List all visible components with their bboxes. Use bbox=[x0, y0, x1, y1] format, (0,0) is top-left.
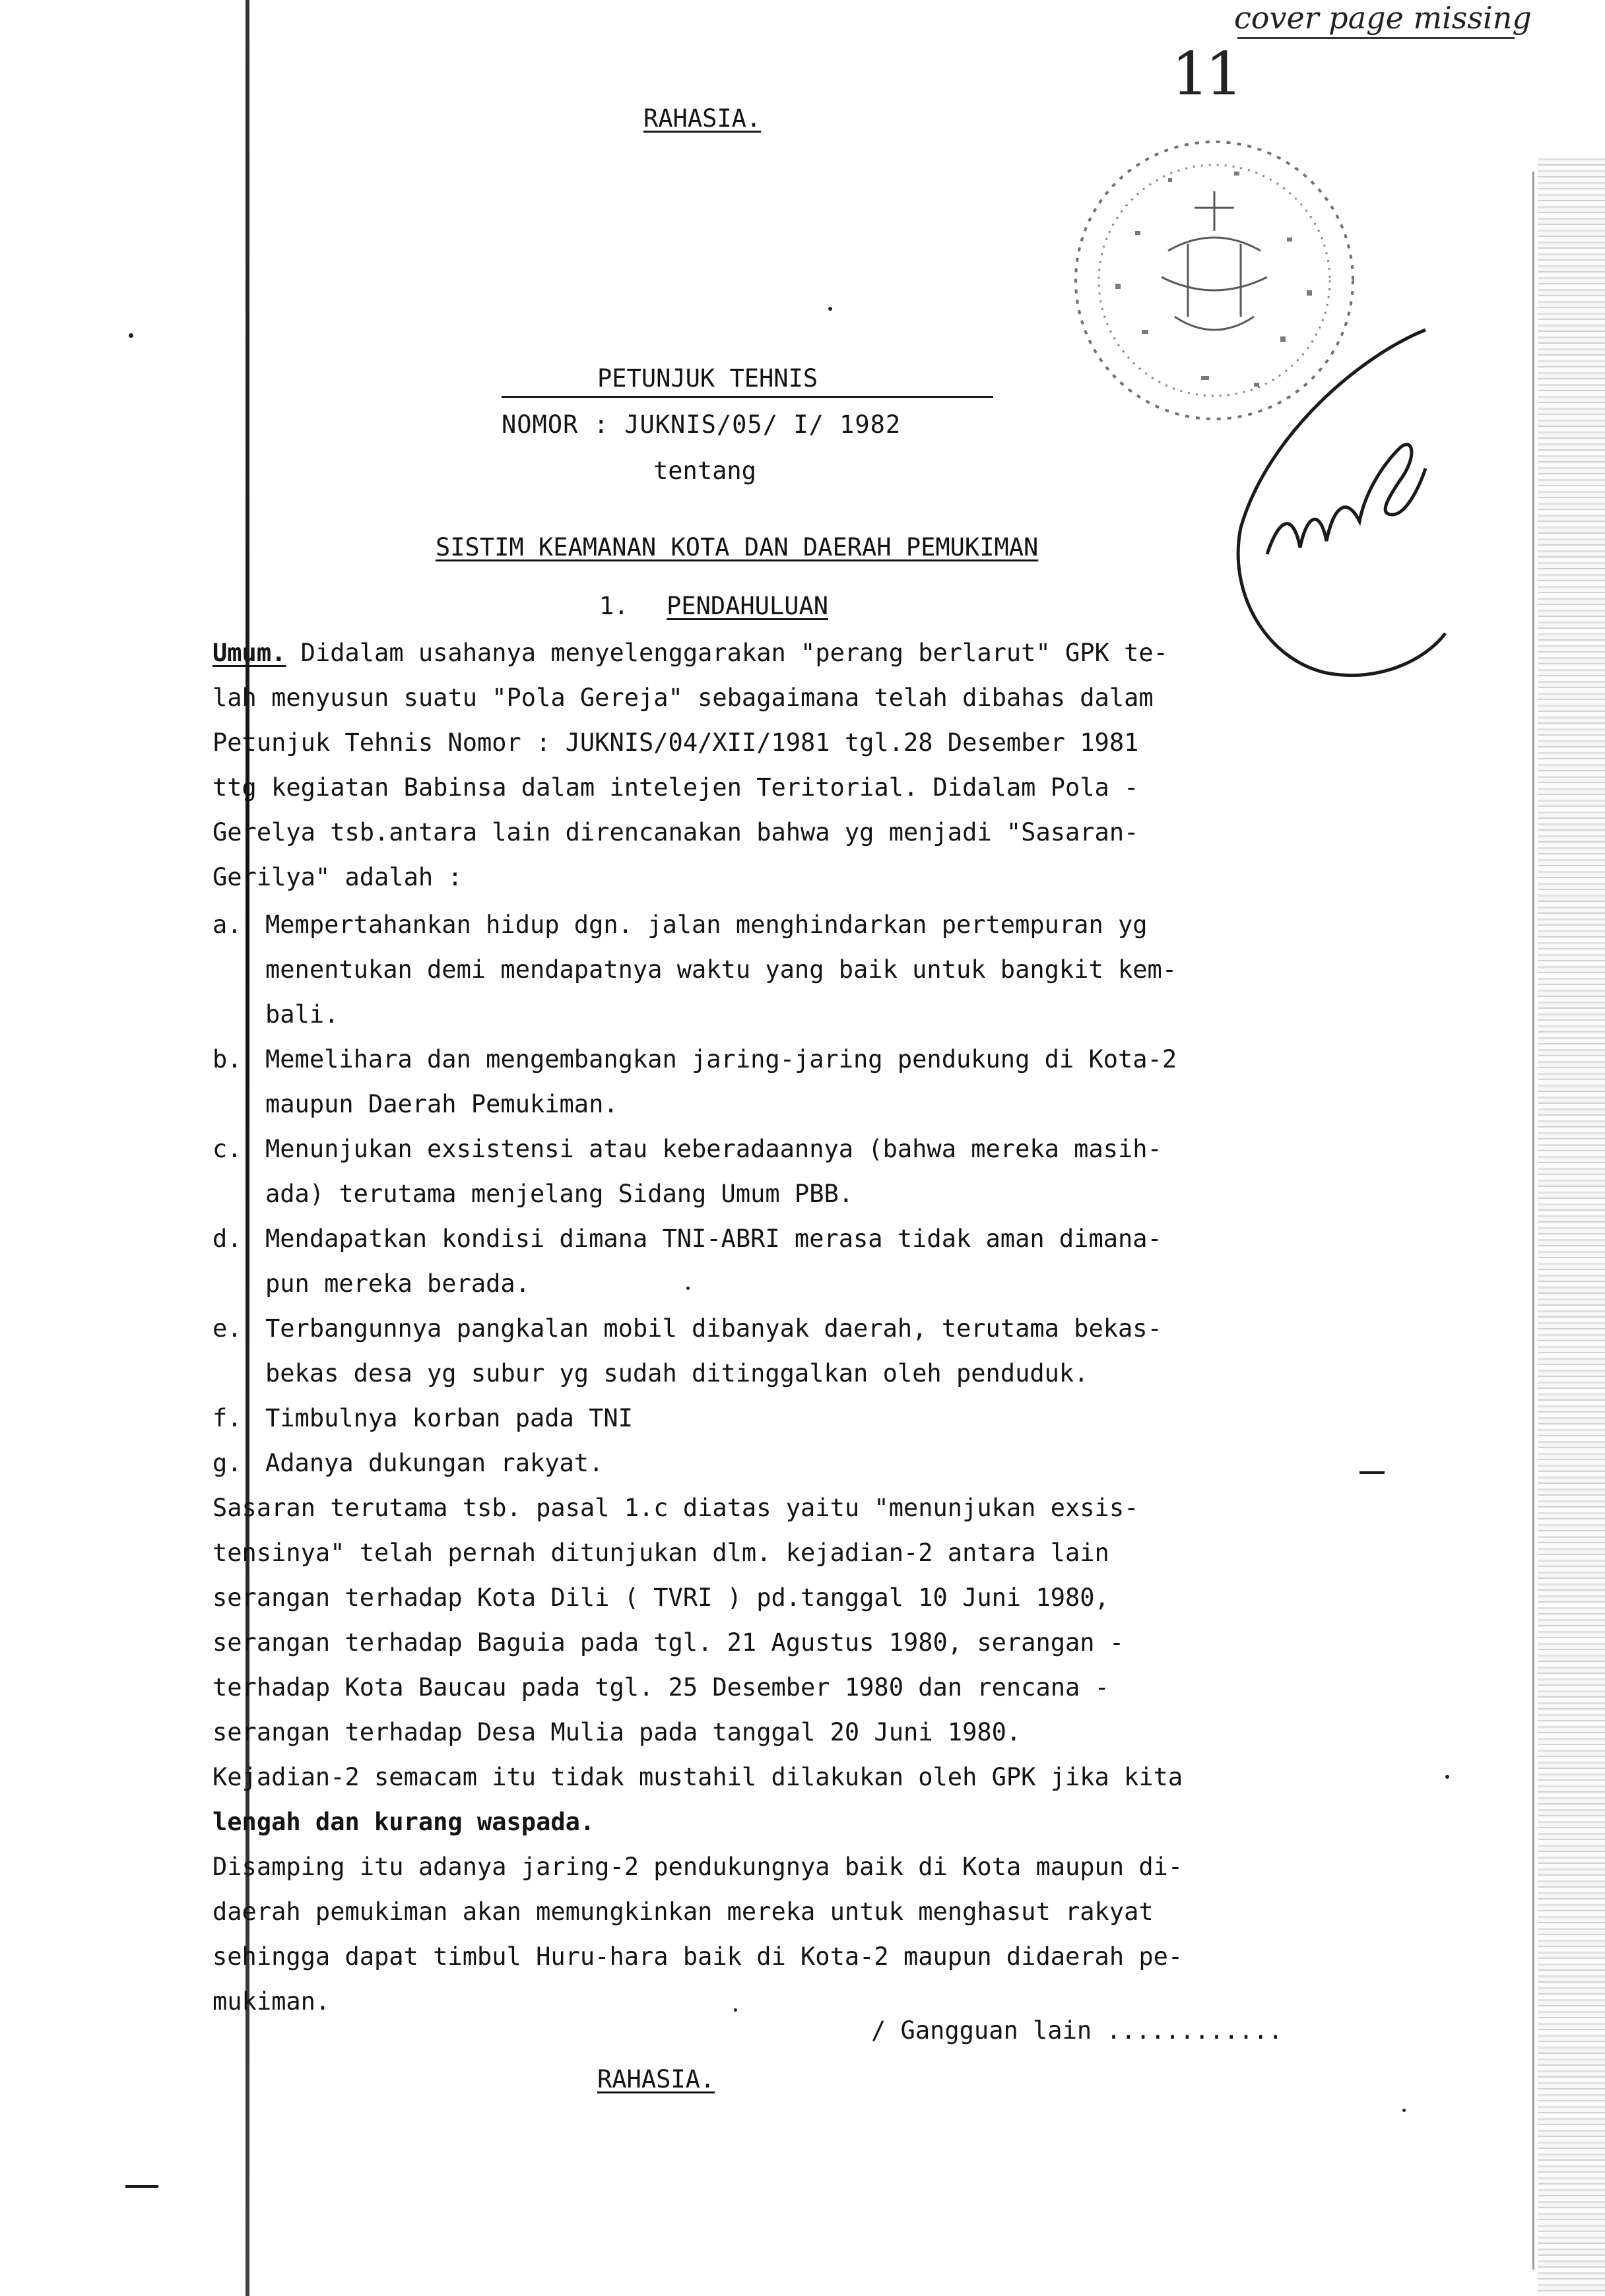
body-line: Kejadian-2 semacam itu tidak mustahil dilakukan oleh GPK jika kita bbox=[213, 1763, 1183, 1791]
intro-line-6: Gerilya" adalah : bbox=[213, 863, 463, 891]
scan-speck bbox=[686, 1287, 690, 1290]
body-line: serangan terhadap Kota Dili ( TVRI ) pd.tanggal 10 Juni 1980, bbox=[213, 1583, 1109, 1612]
handwritten-underline bbox=[1237, 37, 1515, 39]
document-subject: SISTIM KEAMANAN KOTA DAN DAERAH PEMUKIMAN bbox=[436, 533, 1039, 561]
item-line: bali. bbox=[265, 1000, 339, 1029]
scan-speck bbox=[734, 2008, 737, 2012]
body-line: serangan terhadap Baguia pada tgl. 21 Agustus 1980, serangan - bbox=[213, 1628, 1125, 1657]
document-title: PETUNJUK TEHNIS bbox=[597, 364, 818, 393]
title-rule bbox=[502, 396, 993, 398]
item-marker: d. bbox=[213, 1225, 242, 1253]
intro-line-5: Gerelya tsb.antara lain direncanakan bahwa yg menjadi "Sasaran- bbox=[213, 818, 1139, 846]
intro-line-4: ttg kegiatan Babinsa dalam intelejen Teritorial. Didalam Pola - bbox=[213, 773, 1139, 802]
scan-speck bbox=[1402, 2109, 1406, 2112]
intro-line-2: lah menyusun suatu "Pola Gereja" sebagaimana telah dibahas dalam bbox=[213, 684, 1154, 712]
handwritten-page-number: 11 bbox=[1171, 40, 1239, 109]
item-line: ada) terutama menjelang Sidang Umum PBB. bbox=[265, 1180, 854, 1208]
item-marker: c. bbox=[213, 1135, 242, 1163]
item-line: pun mereka berada. bbox=[265, 1269, 530, 1298]
body-line: tensinya" telah pernah ditunjukan dlm. kejadian-2 antara lain bbox=[213, 1539, 1109, 1567]
body-line: daerah pemukiman akan memungkinkan mereka untuk menghasut rakyat bbox=[213, 1897, 1154, 1926]
continuation-note: / Gangguan lain ............ bbox=[871, 2016, 1283, 2045]
item-marker: e. bbox=[213, 1314, 242, 1343]
body-line: terhadap Kota Baucau pada tgl. 25 Desember 1980 dan rencana - bbox=[213, 1673, 1109, 1702]
item-line: bekas desa yg subur yg sudah ditinggalkan oleh penduduk. bbox=[265, 1359, 1089, 1387]
intro-lead: Umum. bbox=[213, 639, 286, 667]
item-line: Terbangunnya pangkalan mobil dibanyak daerah, terutama bekas- bbox=[265, 1314, 1162, 1343]
item-marker: b. bbox=[213, 1045, 242, 1073]
intro-text: Didalam usahanya menyelenggarakan "perang berlarut" GPK te- bbox=[286, 639, 1168, 667]
intro-line-1 bbox=[213, 639, 1168, 668]
scan-speck bbox=[828, 307, 832, 311]
handwritten-note: cover page missing bbox=[1234, 0, 1532, 36]
section-heading: PENDAHULUAN bbox=[667, 592, 829, 620]
item-line: Adanya dukungan rakyat. bbox=[265, 1449, 604, 1477]
scan-mark bbox=[125, 2185, 158, 2188]
scan-right-edge bbox=[1538, 158, 1605, 2296]
section-number: 1. bbox=[599, 592, 629, 620]
item-marker: f. bbox=[213, 1404, 242, 1432]
body-line: sehingga dapat timbul Huru-hara baik di Kota-2 maupun didaerah pe- bbox=[213, 1942, 1183, 1971]
about-label: tentang bbox=[653, 457, 756, 485]
item-line: Mendapatkan kondisi dimana TNI-ABRI merasa tidak aman dimana- bbox=[265, 1225, 1162, 1253]
item-line: Memelihara dan mengembangkan jaring-jaring pendukung di Kota-2 bbox=[265, 1045, 1177, 1073]
item-line: Timbulnya korban pada TNI bbox=[265, 1404, 633, 1432]
scan-speck bbox=[129, 333, 133, 338]
item-line: Mempertahankan hidup dgn. jalan menghindarkan pertempuran yg bbox=[265, 910, 1148, 939]
item-marker: g. bbox=[213, 1449, 242, 1477]
scan-speck bbox=[1445, 1775, 1449, 1779]
item-line: Menunjukan exsistensi atau keberadaannya (bahwa mereka masih- bbox=[265, 1135, 1162, 1163]
body-line: serangan terhadap Desa Mulia pada tanggal 20 Juni 1980. bbox=[213, 1718, 1022, 1746]
body-line: Disamping itu adanya jaring-2 pendukungnya baik di Kota maupun di- bbox=[213, 1853, 1183, 1881]
body-line: Sasaran terutama tsb. pasal 1.c diatas yaitu "menunjukan exsis- bbox=[213, 1494, 1139, 1522]
body-line: lengah dan kurang waspada. bbox=[213, 1808, 595, 1836]
initials-text: MB bbox=[1307, 522, 1330, 538]
handwritten-initials bbox=[1228, 317, 1465, 686]
classification-top: RAHASIA. bbox=[643, 104, 762, 133]
scan-mark bbox=[1359, 1471, 1385, 1474]
body-line: mukiman. bbox=[213, 1987, 331, 2016]
scan-right-border bbox=[1532, 172, 1534, 2270]
intro-line-3: Petunjuk Tehnis Nomor : JUKNIS/04/XII/1981 tgl.28 Desember 1981 bbox=[213, 728, 1139, 757]
item-line: menentukan demi mendapatnya waktu yang baik untuk bangkit kem- bbox=[265, 955, 1177, 984]
item-line: maupun Daerah Pemukiman. bbox=[265, 1090, 618, 1118]
classification-bottom: RAHASIA. bbox=[597, 2065, 715, 2093]
item-marker: a. bbox=[213, 910, 242, 939]
document-number: NOMOR : JUKNIS/05/ I/ 1982 bbox=[502, 410, 901, 439]
